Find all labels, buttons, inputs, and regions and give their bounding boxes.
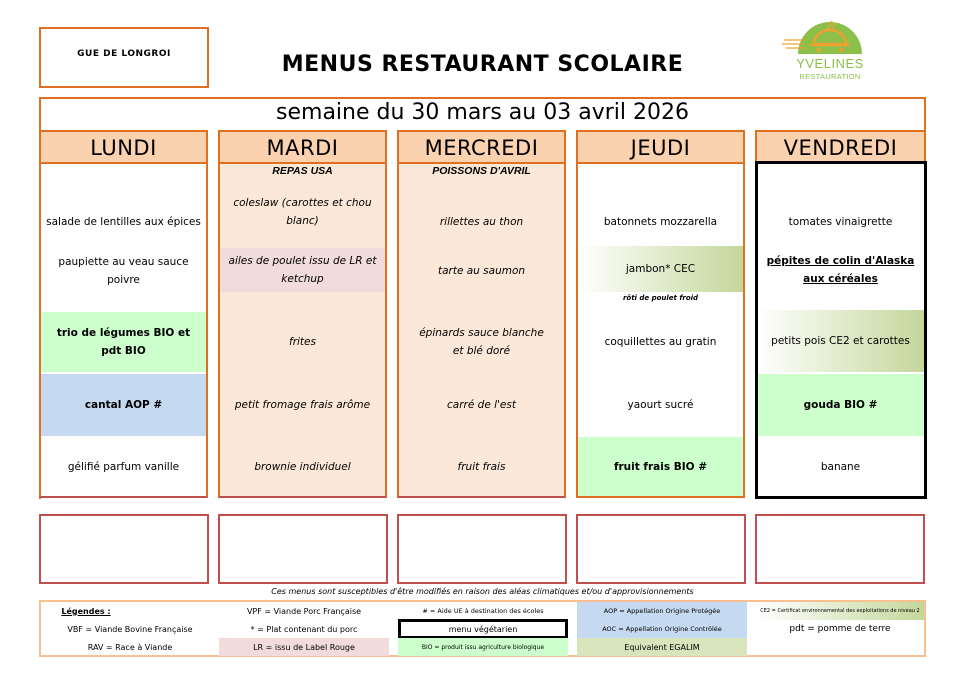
legend-porc: * = Plat contenant du porc	[250, 624, 358, 634]
legend-bio: BIO = produit issu agriculture biologique	[398, 638, 568, 656]
menu-item-main: paupiette au veau sauce poivre	[58, 256, 189, 286]
menu-item-starter: batonnets mozzarella	[603, 216, 718, 228]
legend-title: Légendes :	[61, 606, 111, 616]
school-name: GUE DE LONGROI	[77, 48, 171, 59]
legend	[39, 600, 926, 657]
day-header: MARDI	[220, 132, 385, 164]
empty-box-mardi	[218, 514, 388, 584]
menu-item-side: frites	[289, 336, 316, 348]
legend-vegetarien: menu végétarien	[398, 619, 568, 639]
menu-item-cheese: petit fromage frais arôme	[234, 399, 371, 411]
menu-item-dessert: banane	[820, 461, 861, 473]
logo	[770, 14, 890, 86]
menu-item-dessert: fruit frais	[457, 461, 506, 473]
legend-ce2: CE2 = Certificat environnemental des exploitations de niveau 2	[756, 602, 924, 620]
menu-item-main: tarte au saumon	[437, 265, 526, 277]
legend-aop: AOP = Appellation Origine Protégée	[577, 602, 747, 620]
theme-label: REPAS USA	[272, 165, 333, 177]
menu-item-side: trio de légumes BIO et pdt BIO	[41, 312, 206, 372]
menu-item-main: jambon* CEC	[578, 246, 743, 292]
menu-item-cheese: yaourt sucré	[627, 399, 694, 411]
logo-line1: YVELINES	[796, 56, 864, 71]
menu-item-alternative: rôti de poulet froid	[622, 294, 699, 302]
menu-item-side: épinards sauce blanche et blé doré	[419, 327, 544, 357]
empty-box-mercredi	[397, 514, 567, 584]
day-header: LUNDI	[41, 132, 206, 164]
page-title: MENUS RESTAURANT SCOLAIRE	[281, 52, 684, 77]
menu-item-cheese: cantal AOP #	[41, 374, 206, 436]
vegetarian-menu-frame	[755, 161, 927, 499]
menu-item-dessert: gélifié parfum vanille	[67, 461, 180, 473]
menu-item-starter: tomates vinaigrette	[788, 216, 893, 228]
legend-egalim: Equivalent EGALIM	[577, 638, 747, 656]
week-title: semaine du 30 mars au 03 avril 2026	[276, 100, 689, 125]
legend-rav: RAV = Race à Viande	[87, 642, 173, 652]
menu-item-main-text: pépites de colin d'Alaska aux céréales	[766, 255, 915, 285]
legend-vpf: VPF = Viande Porc Française	[246, 606, 362, 616]
empty-box-vendredi	[755, 514, 925, 584]
legend-lr: LR = issu de Label Rouge	[219, 638, 389, 656]
legend-vbf: VBF = Viande Bovine Française	[67, 624, 193, 634]
day-column-lundi	[39, 130, 208, 498]
menu-item-side: petits pois CE2 et carottes	[757, 310, 924, 372]
menu-item-side: coquillettes au gratin	[604, 336, 717, 348]
menu-item-dessert: fruit frais BIO #	[578, 437, 743, 496]
day-column-mercredi	[397, 130, 566, 498]
menu-item-main: ailes de poulet issu de LR et ketchup	[220, 248, 385, 292]
legend-pdt: pdt = pomme de terre	[789, 624, 891, 634]
day-header: JEUDI	[578, 132, 743, 164]
disclaimer: Ces menus sont susceptibles d'être modifiés en raison des aléas climatiques et/ou d'approvisionnements	[271, 587, 694, 596]
legend-aoc: AOC = Appellation Origine Contrôlée	[577, 620, 747, 638]
empty-box-jeudi	[576, 514, 746, 584]
day-column-mardi	[218, 130, 387, 498]
day-column-jeudi	[576, 130, 745, 498]
menu-item-cheese: gouda BIO #	[757, 374, 924, 436]
school-name-box	[39, 27, 209, 88]
menu-item-dessert: brownie individuel	[254, 461, 351, 473]
menu-item-starter: rillettes au thon	[439, 216, 524, 228]
cloche-plate-icon	[770, 14, 890, 56]
empty-box-lundi	[39, 514, 209, 584]
day-header: VENDREDI	[757, 132, 924, 164]
menu-item-starter: coleslaw (carottes et chou blanc)	[233, 197, 372, 227]
menu-item-starter: salade de lentilles aux épices	[46, 216, 201, 228]
menu-item-cheese: carré de l'est	[447, 399, 516, 411]
day-header: MERCREDI	[399, 132, 564, 164]
legend-aide-ue: # = Aide UE à destination des écoles	[422, 607, 544, 615]
logo-line2: RESTAURATION	[799, 72, 861, 81]
theme-label: POISSONS D'AVRIL	[432, 165, 531, 177]
